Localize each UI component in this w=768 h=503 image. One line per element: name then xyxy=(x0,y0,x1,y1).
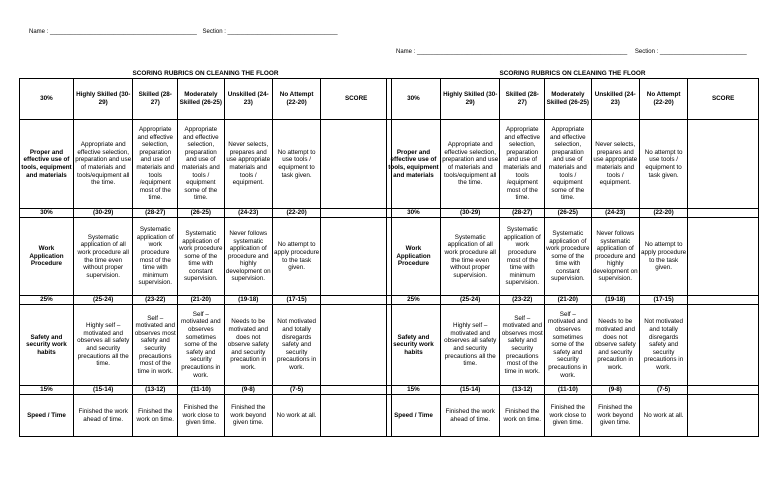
range-cell: (30-29) xyxy=(73,209,133,218)
range-cell: (13-12) xyxy=(500,386,545,395)
range-cell: (15-14) xyxy=(440,386,500,395)
range-cell: (9-8) xyxy=(591,386,639,395)
range-weight: 15% xyxy=(387,386,441,395)
range-cell: (13-12) xyxy=(133,386,178,395)
criterion-name: Safety and security work habits xyxy=(387,305,441,386)
range-cell: (21-20) xyxy=(545,296,592,305)
range-cell: (23-22) xyxy=(500,296,545,305)
range-empty-cell xyxy=(688,209,759,218)
criterion-row-tools xyxy=(20,120,392,209)
range-weight: 25% xyxy=(387,296,441,305)
criterion-name: Work Application Procedure xyxy=(387,218,441,296)
rubric-title: SCORING RUBRICS ON CLEANING THE FLOOR xyxy=(499,70,646,77)
score-cell[interactable] xyxy=(688,120,759,209)
descriptor-cell: Finished the work on time. xyxy=(500,395,545,437)
range-row-safety xyxy=(387,296,759,305)
range-weight: 30% xyxy=(20,209,74,218)
header-unskilled: Unskilled (24-23) xyxy=(224,79,272,120)
second-name-label: Name : _______________________________________________________________ xyxy=(396,49,628,55)
header-no-attempt: No Attempt (22-20) xyxy=(272,79,320,120)
header-skilled: Skilled (28-27) xyxy=(500,79,545,120)
rubric-table xyxy=(386,78,759,437)
range-row-procedure xyxy=(387,209,759,218)
descriptor-cell: Finished the work beyond given time. xyxy=(591,395,639,437)
descriptor-cell: Needs to be motivated and does not observe safety and security precaution in work. xyxy=(224,305,272,386)
range-weight: 15% xyxy=(20,386,74,395)
descriptor-cell: Appropriate and effective selection, preparation and use of materials and tools /equipment most of the time. xyxy=(133,120,178,209)
criterion-row-speed xyxy=(387,395,759,437)
range-empty-cell xyxy=(688,296,759,305)
descriptor-cell: Appropriate and effective selection, preparation and use of materials and tools/equipment all the time. xyxy=(440,120,500,209)
descriptor-cell: No attempt to use tools / equipment to task given. xyxy=(639,120,687,209)
range-cell: (26-25) xyxy=(545,209,592,218)
range-cell: (22-20) xyxy=(272,209,320,218)
descriptor-cell: Systematic application of all work procedure all the time even without proper supervision. xyxy=(73,218,133,296)
header-moderately-skilled: Moderately Skilled (26-25) xyxy=(178,79,225,120)
descriptor-cell: Systematic application of work procedure most of the time with minimum supervision. xyxy=(133,218,178,296)
range-cell: (17-15) xyxy=(639,296,687,305)
range-cell: (23-22) xyxy=(133,296,178,305)
header-unskilled: Unskilled (24-23) xyxy=(591,79,639,120)
range-row-procedure xyxy=(20,209,392,218)
range-empty-cell xyxy=(321,209,392,218)
range-cell: (22-20) xyxy=(639,209,687,218)
score-cell[interactable] xyxy=(321,218,392,296)
top-name-label: Name : ____________________________________________ xyxy=(29,29,197,35)
range-cell: (17-15) xyxy=(272,296,320,305)
descriptor-cell: Systematic application of work procedure some of the time with constant supervision. xyxy=(178,218,225,296)
rubric-sheet-left xyxy=(19,69,392,437)
criterion-row-safety xyxy=(20,305,392,386)
range-empty-cell xyxy=(321,296,392,305)
descriptor-cell: Finished the work ahead of time. xyxy=(73,395,133,437)
descriptor-cell: Appropriate and effective selection, preparation and use of materials and tools / equipment some of the time. xyxy=(545,120,592,209)
descriptor-cell: Finished the work on time. xyxy=(133,395,178,437)
header-highly-skilled: Highly Skilled (30-29) xyxy=(73,79,133,120)
range-cell: (28-27) xyxy=(133,209,178,218)
criterion-row-procedure xyxy=(387,218,759,296)
range-cell: (30-29) xyxy=(440,209,500,218)
range-empty-cell xyxy=(321,386,392,395)
criterion-name: Work Application Procedure xyxy=(20,218,74,296)
descriptor-cell: No attempt to apply procedure to the task given. xyxy=(639,218,687,296)
criterion-name: Speed / Time xyxy=(387,395,441,437)
score-cell[interactable] xyxy=(688,218,759,296)
score-cell[interactable] xyxy=(688,305,759,386)
range-cell: (24-23) xyxy=(224,209,272,218)
descriptor-cell: No attempt to use tools / equipment to task given. xyxy=(272,120,320,209)
score-cell[interactable] xyxy=(321,120,392,209)
criterion-row-procedure xyxy=(20,218,392,296)
range-cell: (15-14) xyxy=(73,386,133,395)
descriptor-cell: No work at all. xyxy=(272,395,320,437)
range-row-speed xyxy=(387,386,759,395)
criterion-name: Proper and effective use of tools, equipment and materials xyxy=(387,120,441,209)
range-cell: (28-27) xyxy=(500,209,545,218)
descriptor-cell: No attempt to apply procedure to the task given. xyxy=(272,218,320,296)
criterion-name: Speed / Time xyxy=(20,395,74,437)
descriptor-cell: Never selects, prepares and use appropriate materials and tools / equipment. xyxy=(224,120,272,209)
header-moderately-skilled: Moderately Skilled (26-25) xyxy=(545,79,592,120)
range-cell: (11-10) xyxy=(545,386,592,395)
descriptor-cell: Highly self – motivated and observes all safety and security precautions all the time. xyxy=(73,305,133,386)
score-cell[interactable] xyxy=(321,395,392,437)
descriptor-cell: Finished the work ahead of time. xyxy=(440,395,500,437)
descriptor-cell: Self – motivated and observes most safety and security precautions most of the time in work. xyxy=(500,305,545,386)
descriptor-cell: Highly self – motivated and observes all safety and security precautions all the time. xyxy=(440,305,500,386)
descriptor-cell: Never follows systematic application of procedure and highly development on supervision. xyxy=(224,218,272,296)
descriptor-cell: No work at all. xyxy=(639,395,687,437)
criterion-name: Proper and effective use of tools, equipment and materials xyxy=(20,120,74,209)
range-cell: (24-23) xyxy=(591,209,639,218)
range-weight: 25% xyxy=(20,296,74,305)
descriptor-cell: Not motivated and totally disregards safety and security precautions in work. xyxy=(272,305,320,386)
descriptor-cell: Appropriate and effective selection, preparation and use of materials and tools / equipment some of the time. xyxy=(178,120,225,209)
range-row-safety xyxy=(20,296,392,305)
header-weight: 30% xyxy=(387,79,441,120)
second-section-label: Section : __________________________ xyxy=(634,49,747,55)
descriptor-cell: Not motivated and totally disregards safety and security precautions in work. xyxy=(639,305,687,386)
score-cell[interactable] xyxy=(688,395,759,437)
descriptor-cell: Appropriate and effective selection, preparation and use of materials and tools/equipment all the time. xyxy=(73,120,133,209)
header-row xyxy=(20,79,392,120)
score-cell[interactable] xyxy=(321,305,392,386)
descriptor-cell: Systematic application of all work procedure all the time even without proper supervision. xyxy=(440,218,500,296)
range-cell: (19-18) xyxy=(591,296,639,305)
header-row xyxy=(387,79,759,120)
criterion-name: Safety and security work habits xyxy=(20,305,74,386)
header-score: SCORE xyxy=(688,79,759,120)
range-cell: (7-5) xyxy=(639,386,687,395)
header-highly-skilled: Highly Skilled (30-29) xyxy=(440,79,500,120)
range-cell: (11-10) xyxy=(178,386,225,395)
criterion-row-safety xyxy=(387,305,759,386)
range-cell: (19-18) xyxy=(224,296,272,305)
range-cell: (7-5) xyxy=(272,386,320,395)
header-score: SCORE xyxy=(321,79,392,120)
header-weight: 30% xyxy=(20,79,74,120)
descriptor-cell: Never follows systematic application of procedure and highly development on supervision. xyxy=(591,218,639,296)
range-cell: (9-8) xyxy=(224,386,272,395)
descriptor-cell: Systematic application of work procedure some of the time with constant supervision. xyxy=(545,218,592,296)
rubric-sheet-right xyxy=(386,69,759,437)
top-section-label: Section : _________________________________ xyxy=(202,29,338,35)
descriptor-cell: Systematic application of work procedure most of the time with minimum supervision. xyxy=(500,218,545,296)
top-name-line xyxy=(29,29,338,35)
range-cell: (21-20) xyxy=(178,296,225,305)
descriptor-cell: Never selects, prepares and use appropriate materials and tools / equipment. xyxy=(591,120,639,209)
range-cell: (26-25) xyxy=(178,209,225,218)
descriptor-cell: Finished the work close to given time. xyxy=(545,395,592,437)
header-skilled: Skilled (28-27) xyxy=(133,79,178,120)
descriptor-cell: Self – motivated and observes most safety and security precautions most of the time in work. xyxy=(133,305,178,386)
descriptor-cell: Appropriate and effective selection, preparation and use of materials and tools /equipment most of the time. xyxy=(500,120,545,209)
range-cell: (25-24) xyxy=(73,296,133,305)
descriptor-cell: Finished the work beyond given time. xyxy=(224,395,272,437)
rubric-title: SCORING RUBRICS ON CLEANING THE FLOOR xyxy=(132,70,279,77)
criterion-row-speed xyxy=(20,395,392,437)
descriptor-cell: Self – motivated and observes sometimes some of the safety and security precautions in work. xyxy=(178,305,225,386)
header-no-attempt: No Attempt (22-20) xyxy=(639,79,687,120)
range-row-speed xyxy=(20,386,392,395)
descriptor-cell: Needs to be motivated and does not observe safety and security precaution in work. xyxy=(591,305,639,386)
descriptor-cell: Finished the work close to given time. xyxy=(178,395,225,437)
range-cell: (25-24) xyxy=(440,296,500,305)
criterion-row-tools xyxy=(387,120,759,209)
descriptor-cell: Self – motivated and observes sometimes some of the safety and security precautions in work. xyxy=(545,305,592,386)
rubric-table xyxy=(19,78,392,437)
second-name-line xyxy=(396,49,747,55)
range-empty-cell xyxy=(688,386,759,395)
range-weight: 30% xyxy=(387,209,441,218)
